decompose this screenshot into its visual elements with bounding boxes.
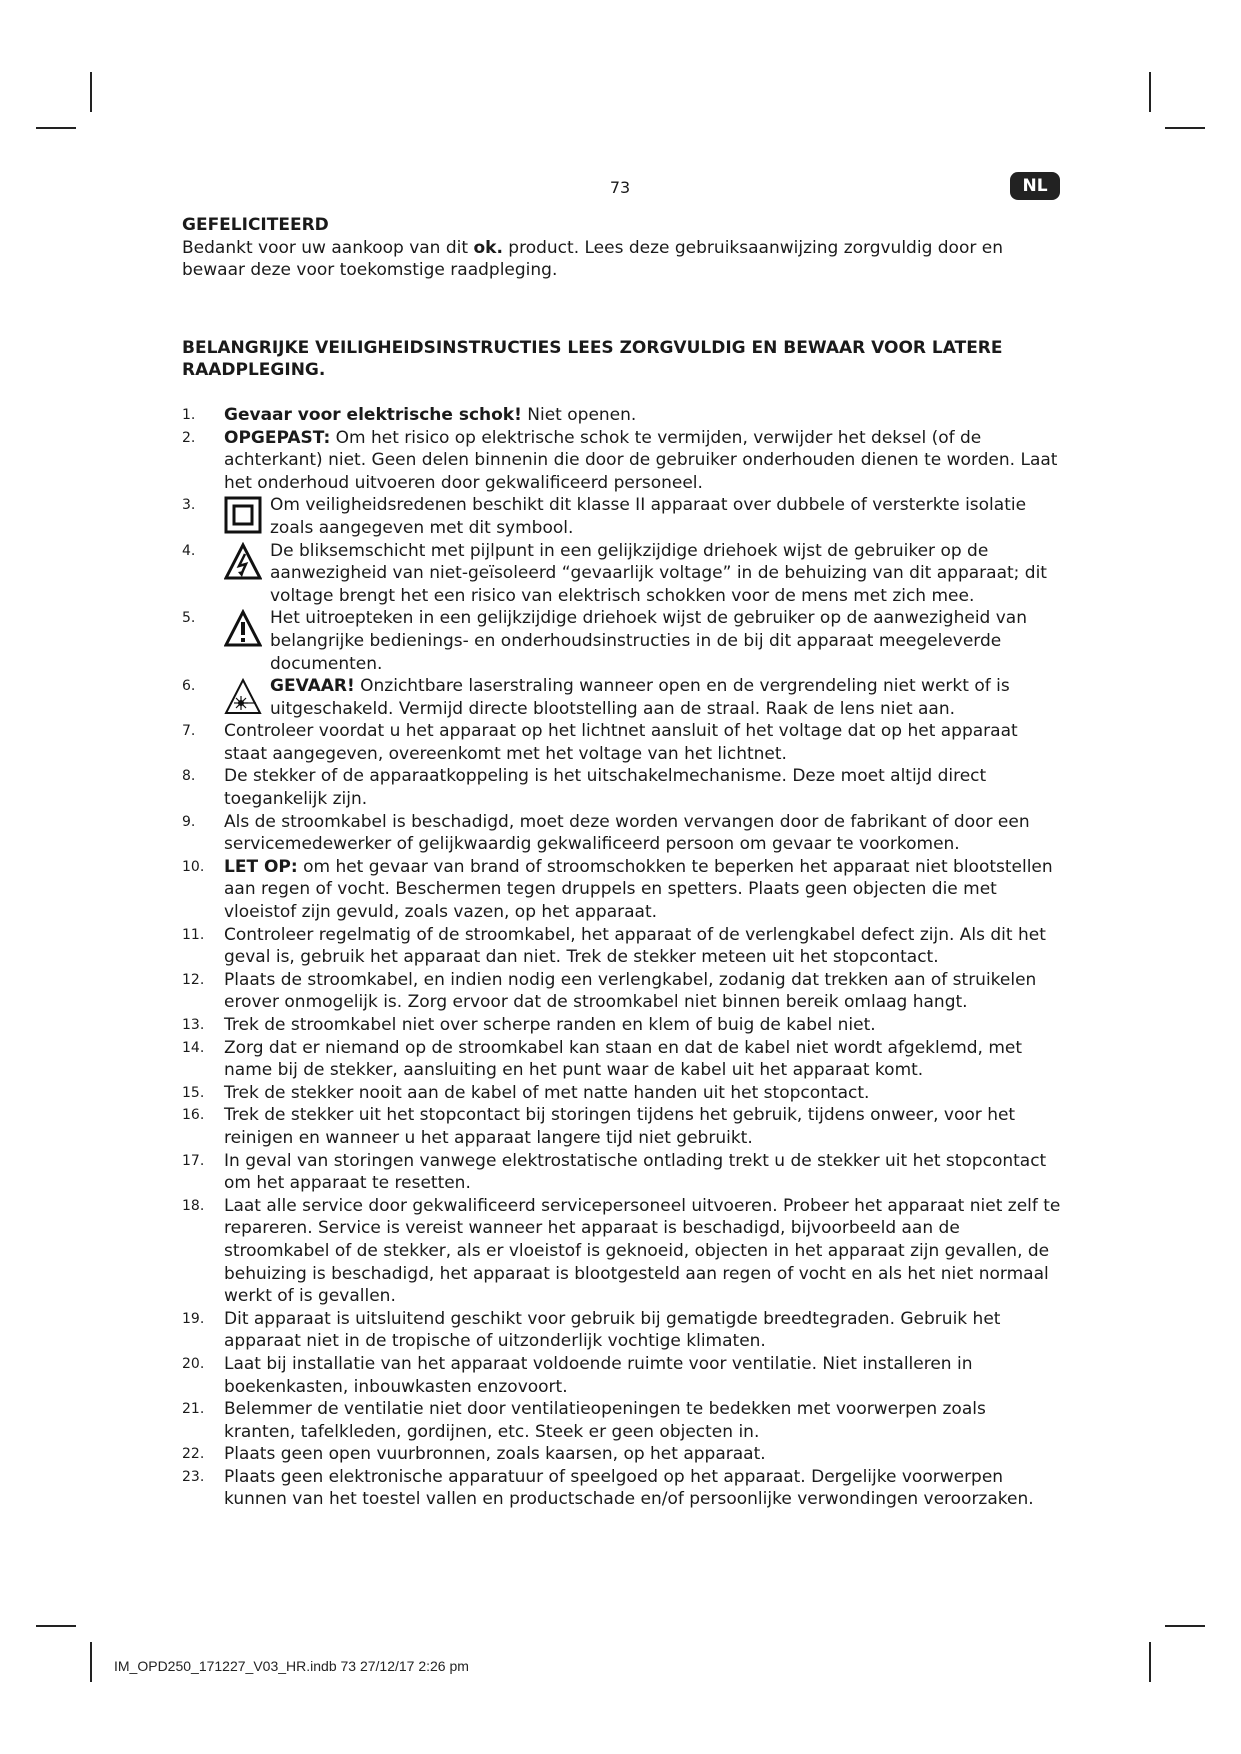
safety-item <box>182 765 1062 810</box>
item-text <box>224 1353 1062 1398</box>
item-emphasis: OPGEPAST: <box>224 427 331 448</box>
item-text-content <box>224 1038 1022 1081</box>
item-text-content <box>224 766 986 809</box>
safety-item <box>182 1353 1062 1398</box>
item-body: Onzichtbare laserstraling wanneer open en de vergrendeling niet werkt of is uitgeschakeld. Vermijd directe blootstelling aan de straal. Raak de lens niet aan. <box>270 676 1010 719</box>
item-text-content <box>224 405 636 425</box>
item-text <box>224 1195 1062 1308</box>
page-number: 73 <box>609 178 631 197</box>
item-text <box>224 1308 1062 1353</box>
item-body: Controleer voordat u het apparaat op het lichtnet aansluit of het voltage dat op het apparaat staat aangegeven, overeenkomt met het voltage van het lichtnet. <box>224 721 1018 764</box>
item-text <box>224 856 1062 924</box>
crop-mark-top-left-h <box>36 127 76 129</box>
item-text <box>224 1466 1062 1511</box>
safety-item <box>182 856 1062 924</box>
item-body: Laat alle service door gekwalificeerd servicepersoneel uitvoeren. Probeer het apparaat niet zelf te repareren. Service is vereist wanneer het apparaat is beschadigd, bijvoorbeeld aan de stroomkabel of de stekker, als er vloeistof is geknoeid, objecten in het apparaat zijn gevallen, de behuizing is beschadigd, het apparaat is blootgesteld aan regen of vocht en als het niet normaal werkt of is gevallen. <box>224 1195 1061 1307</box>
print-slug: IM_OPD250_171227_V03_HR.indb 73 27/12/17 2:26 pm <box>114 1658 469 1674</box>
item-text-content <box>224 970 1036 1013</box>
item-text <box>224 1037 1062 1082</box>
item-number: 13. <box>182 1017 205 1033</box>
item-number: 2. <box>182 429 196 446</box>
item-text-content <box>270 675 1062 720</box>
item-body: Niet openen. <box>521 404 637 425</box>
item-text-content <box>224 1196 1060 1306</box>
safety-item <box>182 1443 1062 1466</box>
item-text <box>224 924 1062 969</box>
item-text-content <box>224 812 1030 855</box>
item-number: 17. <box>182 1152 205 1169</box>
crop-mark-top-left-v <box>90 72 92 112</box>
crop-mark-bottom-left-v <box>90 1642 92 1682</box>
item-number: 6. <box>182 678 196 695</box>
item-text <box>224 540 1062 608</box>
safety-item <box>182 1082 1062 1105</box>
exclamation-triangle-icon <box>224 609 262 649</box>
item-body: Plaats geen elektronische apparatuur of speelgoed op het apparaat. Dergelijke voorwerpen kunnen van het toestel vallen en productschade en/of persoonlijke verwondingen veroorzaken. <box>224 1466 1034 1510</box>
item-text-content <box>224 1309 1000 1352</box>
item-number: 23. <box>182 1468 205 1485</box>
item-number: 21. <box>182 1401 205 1418</box>
safety-item <box>182 1037 1062 1082</box>
item-number: 4. <box>182 542 196 559</box>
item-body: Als de stroomkabel is beschadigd, moet deze worden vervangen door de fabrikant of door een servicemedewerker of gelijkwaardig gekwalificeerd persoon om gevaar te voorkomen. <box>224 811 1030 855</box>
item-number: 3. <box>182 497 196 514</box>
item-text-content <box>224 1105 1015 1148</box>
lightning-triangle-icon <box>224 542 262 582</box>
item-text-content <box>224 1354 972 1397</box>
item-text <box>224 607 1062 675</box>
item-body: Trek de stekker uit het stopcontact bij storingen tijdens het gebruik, tijdens onweer, voor het reinigen en wanneer u het apparaat langere tijd niet gebruikt. <box>224 1105 1016 1148</box>
item-body: Plaats de stroomkabel, en indien nodig een verlengkabel, zodanig dat trekken aan of struikelen erover onmogelijk is. Zorg ervoor dat de stroomkabel niet binnen bereik omlaag hangt. <box>224 969 1037 1013</box>
item-body: Zorg dat er niemand op de stroomkabel kan staan en dat de kabel niet wordt afgeklemd, met name bij de stekker, aansluiting en het punt waar de kabel uit het apparaat komt. <box>224 1037 1023 1081</box>
item-text-content <box>224 1467 1034 1510</box>
item-body: Laat bij installatie van het apparaat voldoende ruimte voor ventilatie. Niet installeren in boekenkasten, inbouwkasten enzovoort. <box>224 1353 973 1397</box>
item-emphasis: GEVAAR! <box>270 676 355 697</box>
safety-item <box>182 969 1062 1014</box>
item-body: Trek de stroomkabel niet over scherpe randen en klem of buig de kabel niet. <box>224 1015 876 1035</box>
safety-item <box>182 1014 1062 1037</box>
item-body: Trek de stekker nooit aan de kabel of met natte handen uit het stopcontact. <box>224 1082 870 1103</box>
intro-title: GEFELICITEERD <box>182 215 329 235</box>
item-text <box>224 969 1062 1014</box>
item-number: 22. <box>182 1446 205 1463</box>
item-text <box>224 404 1062 427</box>
item-number: 14. <box>182 1039 205 1056</box>
item-text <box>224 1398 1062 1443</box>
item-text-content <box>270 607 1062 675</box>
safety-item <box>182 675 1062 720</box>
item-body: Plaats geen open vuurbronnen, zoals kaarsen, op het apparaat. <box>224 1444 766 1465</box>
item-text <box>224 427 1062 495</box>
item-text <box>224 1150 1062 1195</box>
item-number: 19. <box>182 1310 205 1327</box>
item-text-content <box>270 494 1062 539</box>
item-emphasis: Gevaar voor elektrische schok! <box>224 404 522 425</box>
safety-item <box>182 427 1062 495</box>
item-text-content <box>224 925 1046 968</box>
item-emphasis: LET OP: <box>224 856 298 877</box>
item-body: De bliksemschicht met pijlpunt in een gelijkzijdige driehoek wijst de gebruiker op de aanwezigheid van niet-geïsoleerd “gevaarlijk voltage” in de behuizing van dit apparaat; dit voltage brengt het een risico van elektrisch schokken voor de mens met zich mee. <box>270 540 1047 606</box>
crop-mark-top-right-v <box>1149 72 1151 112</box>
item-number: 8. <box>182 768 196 785</box>
safety-item <box>182 1398 1062 1443</box>
laser-triangle-icon <box>224 677 262 717</box>
item-number: 11. <box>182 926 205 943</box>
item-number: 7. <box>182 723 196 740</box>
item-text <box>224 811 1062 856</box>
safety-item <box>182 1150 1062 1195</box>
crop-mark-bottom-right-h <box>1165 1625 1205 1627</box>
item-body: Om veiligheidsredenen beschikt dit klasse II apparaat over dubbele of versterkte isolatie zoals aangegeven met dit symbool. <box>270 495 1027 538</box>
safety-item <box>182 404 1062 427</box>
item-body: In geval van storingen vanwege elektrostatische ontlading trekt u de stekker uit het stopcontact om het apparaat te resetten. <box>224 1150 1047 1194</box>
item-body: om het gevaar van brand of stroomschokken te beperken het apparaat niet blootstellen aan regen of vocht. Beschermen tegen druppels en spetters. Plaats geen objecten die met vloeistof zijn gevuld, zoals vazen, op het apparaat. <box>224 856 1053 923</box>
crop-mark-bottom-right-v <box>1149 1642 1151 1682</box>
item-text-content <box>224 1399 986 1442</box>
item-text <box>224 1082 1062 1105</box>
safety-item <box>182 1466 1062 1511</box>
safety-item <box>182 811 1062 856</box>
safety-item <box>182 924 1062 969</box>
language-badge: NL <box>1010 172 1060 200</box>
item-text <box>224 1443 1062 1466</box>
item-number: 1. <box>182 406 196 423</box>
safety-heading: BELANGRIJKE VEILIGHEIDSINSTRUCTIES LEES ZORGVULDIG EN BEWAAR VOOR LATERE RAADPLEGING. <box>182 337 1003 381</box>
item-text <box>224 1104 1062 1149</box>
item-body: De stekker of de apparaatkoppeling is het uitschakelmechanisme. Deze moet altijd direct toegankelijk zijn. <box>224 766 987 810</box>
item-text <box>224 765 1062 810</box>
crop-mark-top-right-h <box>1165 127 1205 129</box>
item-body: Het uitroepteken in een gelijkzijdige driehoek wijst de gebruiker op de aanwezigheid van belangrijke bedienings- en onderhoudsinstructies in de bij dit apparaat meegeleverde documenten. <box>270 608 1027 674</box>
item-text-content <box>224 428 1057 493</box>
safety-item <box>182 1195 1062 1308</box>
item-text-content <box>224 721 1018 764</box>
item-text-content <box>224 1083 869 1103</box>
item-number: 18. <box>182 1197 205 1214</box>
item-text-content <box>224 857 1053 922</box>
double-insulation-icon <box>224 496 262 536</box>
item-body: Controleer regelmatig of de stroomkabel, het apparaat of de verlengkabel defect zijn. Als dit het geval is, gebruik het apparaat dan niet. Trek de stekker meteen uit het stopcontact. <box>224 924 1046 968</box>
item-text-content <box>224 1151 1046 1194</box>
item-number: 16. <box>182 1107 205 1124</box>
item-text <box>224 675 1062 720</box>
item-number: 15. <box>182 1084 205 1101</box>
safety-item <box>182 1308 1062 1353</box>
safety-list <box>182 404 1062 1511</box>
item-number: 20. <box>182 1355 205 1372</box>
item-number: 9. <box>182 813 196 830</box>
document-body <box>182 214 1062 1511</box>
item-text <box>224 494 1062 539</box>
item-number: 5. <box>182 610 196 627</box>
item-text <box>224 720 1062 765</box>
item-text-content <box>224 1015 876 1035</box>
item-text-content <box>224 1444 766 1464</box>
item-body: Om het risico op elektrische schok te vermijden, verwijder het deksel (of de achterkant) niet. Geen delen binnenin die door de gebruiker onderhouden dienen te worden. Laat het onderhoud uitvoeren door gekwalificeerd personeel. <box>224 427 1058 493</box>
intro-text <box>182 237 1062 282</box>
item-body: Belemmer de ventilatie niet door ventilatieopeningen te bedekken met voorwerpen zoals kranten, tafelkleden, gordijnen, etc. Steek er geen objecten in. <box>224 1399 986 1442</box>
item-text-content <box>270 540 1062 608</box>
item-body: Dit apparaat is uitsluitend geschikt voor gebruik bij gematigde breedtegraden. Gebruik het apparaat niet in de tropische of uitzonderlijk vochtige klimaten. <box>224 1308 1001 1352</box>
safety-item <box>182 1104 1062 1149</box>
safety-item <box>182 607 1062 675</box>
item-number: 10. <box>182 858 205 875</box>
crop-mark-bottom-left-h <box>36 1625 76 1627</box>
safety-item <box>182 494 1062 539</box>
brand-name: ok. <box>473 237 503 258</box>
intro-text-prefix: Bedankt voor uw aankoop van dit <box>182 237 474 258</box>
item-text <box>224 1014 1062 1037</box>
intro-text-suffix: product. Lees deze gebruiksaanwijzing zorgvuldig door en bewaar deze voor toekomstige raadpleging. <box>182 237 1003 281</box>
safety-item <box>182 720 1062 765</box>
safety-item <box>182 540 1062 608</box>
item-number: 12. <box>182 971 205 988</box>
